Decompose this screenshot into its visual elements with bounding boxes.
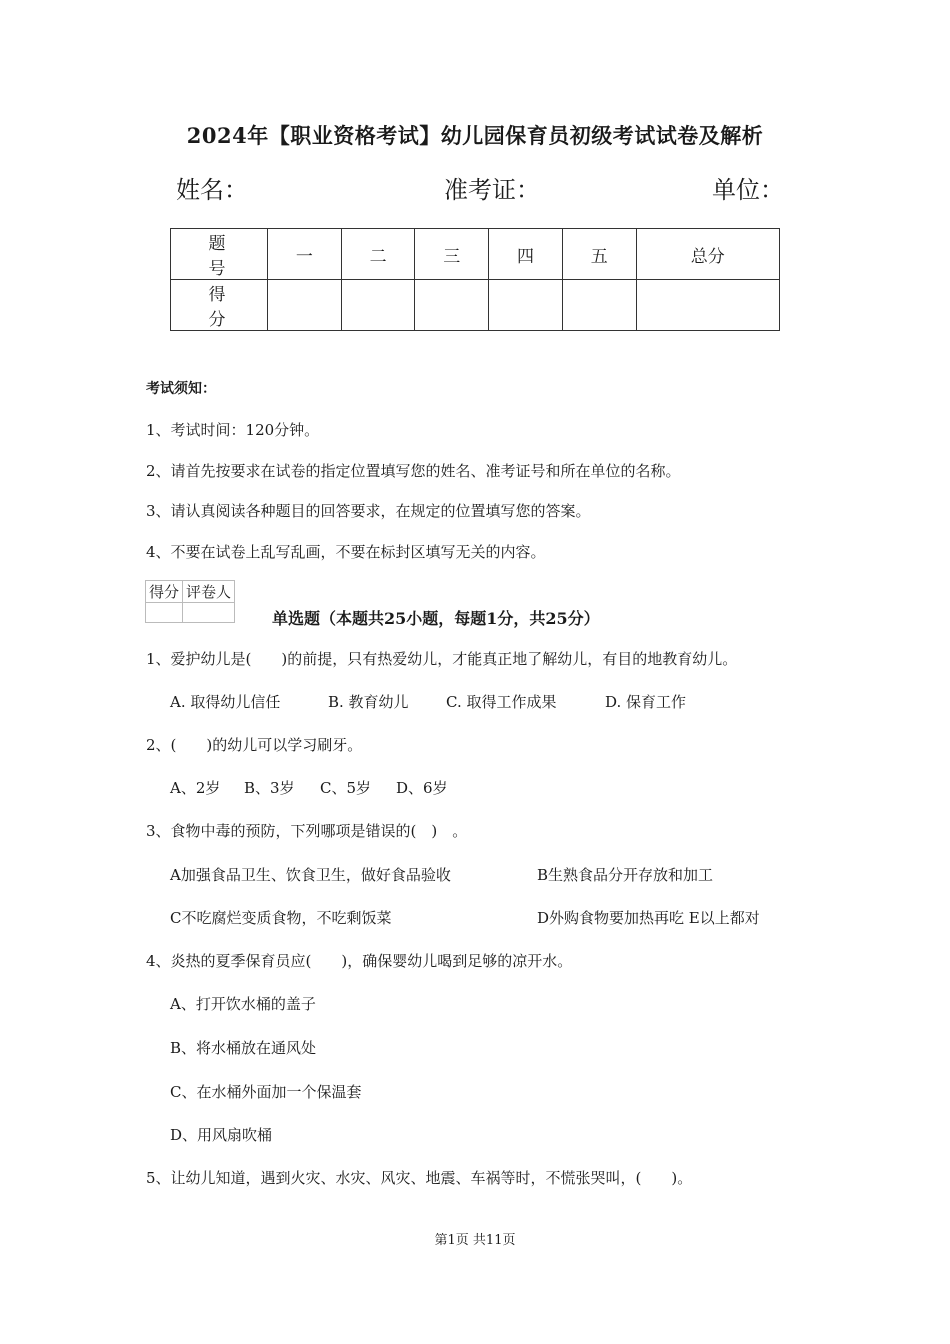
grader-score-cell[interactable] [146,603,183,623]
option-d[interactable]: D、6岁 [396,779,448,797]
question-stem: 1、爱护幼儿是( )的前提，只有热爱幼儿，才能真正地了解幼儿，有目的地教育幼儿。 [146,650,738,668]
option-b[interactable]: B生熟食品分开存放和加工 [537,866,714,884]
option-b[interactable]: B、3岁 [244,779,295,797]
score-cell[interactable] [341,280,415,331]
score-table-col-5: 五 [562,229,636,280]
option-c[interactable]: C不吃腐烂变质食物，不吃剩饭菜 [170,909,392,927]
question-stem: 3、食物中毒的预防，下列哪项是错误的( ) 。 [146,822,468,840]
question-stem: 5、让幼儿知道，遇到火灾、水灾、风灾、地震、车祸等时，不慌张哭叫，( )。 [146,1169,693,1187]
score-table-col-2: 二 [341,229,415,280]
name-label: 姓名： [176,176,248,204]
ticket-number-label: 准考证： [444,176,540,204]
option-c[interactable]: C、在水桶外面加一个保温套 [170,1083,362,1101]
score-cell[interactable] [268,280,342,331]
score-table-header-label: 题 号 [171,229,268,280]
score-table-header-row [171,229,780,280]
section-title: 单选题（本题共25小题，每题1分，共25分） [272,609,600,628]
grader-reviewer-cell[interactable] [183,603,235,623]
score-table-col-1: 一 [268,229,342,280]
option-a[interactable]: A. 取得幼儿信任 [170,693,281,711]
option-d[interactable]: D外购食物要加热再吃 E以上都对 [537,909,760,927]
option-a[interactable]: A加强食品卫生、饮食卫生，做好食品验收 [170,866,451,884]
option-a[interactable]: A、打开饮水桶的盖子 [170,995,316,1013]
unit-label: 单位： [712,176,784,204]
grader-box [145,580,235,623]
option-b[interactable]: B、将水桶放在通风处 [170,1039,317,1057]
score-table-col-3: 三 [415,229,489,280]
option-a[interactable]: A、2岁 [170,779,221,797]
score-table-col-4: 四 [489,229,563,280]
option-d[interactable]: D、用风扇吹桶 [170,1126,273,1144]
option-b[interactable]: B. 教育幼儿 [328,693,409,711]
notice-item: 3、请认真阅读各种题目的回答要求，在规定的位置填写您的答案。 [146,502,591,520]
score-row-label: 得 分 [171,280,268,331]
exam-title: 2024年【职业资格考试】幼儿园保育员初级考试试卷及解析 [186,123,764,148]
notice-item: 4、不要在试卷上乱写乱画，不要在标封区填写无关的内容。 [146,543,546,561]
score-cell[interactable] [562,280,636,331]
notice-item: 1、考试时间：120分钟。 [146,421,320,439]
question-stem: 4、炎热的夏季保育员应( )，确保婴幼儿喝到足够的凉开水。 [146,952,573,970]
page-footer: 第1页 共11页 [434,1233,516,1248]
grader-reviewer-label: 评卷人 [183,581,235,603]
question-stem: 2、( )的幼儿可以学习刷牙。 [146,736,363,754]
notice-item: 2、请首先按要求在试卷的指定位置填写您的姓名、准考证号和所在单位的名称。 [146,462,681,480]
score-cell[interactable] [415,280,489,331]
option-d[interactable]: D. 保育工作 [605,693,687,711]
notice-title: 考试须知： [146,381,216,397]
score-table [170,228,780,331]
option-c[interactable]: C. 取得工作成果 [446,693,557,711]
score-cell[interactable] [489,280,563,331]
score-cell-total[interactable] [636,280,779,331]
option-c[interactable]: C、5岁 [320,779,372,797]
score-table-col-total: 总分 [636,229,779,280]
score-table-score-row [171,280,780,331]
grader-score-label: 得分 [146,581,183,603]
